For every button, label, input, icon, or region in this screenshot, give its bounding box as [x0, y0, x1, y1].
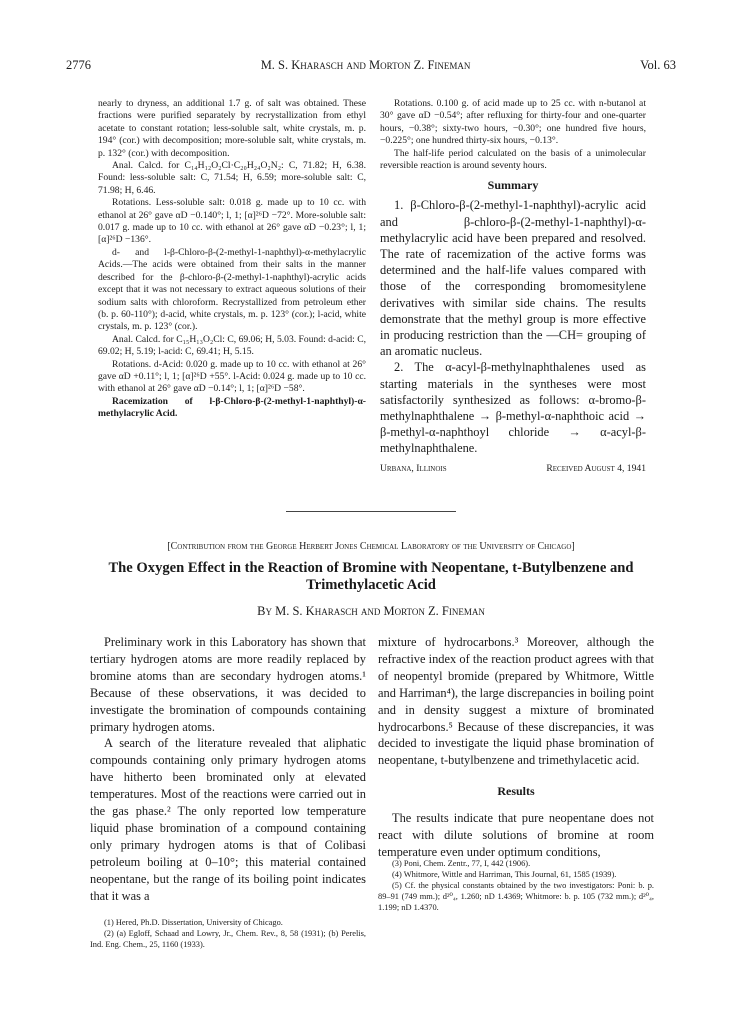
paragraph: d- and l-β-Chloro-β-(2-methyl-1-naphthyl)-α-methylacrylic Acids.—The acids were obtained from their salts in the manner described for the β-chloro-β-(2-methyl-1-naphthyl)-acrylic acids except that it was not necessary to extract aqueous solutions of their sodium salts with chloroform. Recrystallized from petroleum ether (b. p. 60-110°); d-acid, white crystals, m. p. 123° (cor.); l-acid, white crystals, m. p. 123° (cor.).: [98, 246, 366, 333]
footnote: (5) Cf. the physical constants obtained by the two investigators: Poni: b. p. 89–91 (749 mm.); d²⁰₄, 1.260; nD 1.4369; Whitmore: b. p. 105 (732 mm.); d²⁰₄, 1.199; nD 1.4370.: [378, 881, 654, 912]
paragraph: mixture of hydrocarbons.³ Moreover, although the refractive index of the reaction product agrees with that of neopentyl bromide (prepared by Whitmore, Wittle and Harriman⁴), the large discrepancies in boiling point and in density suggest a mixture of brominated hydrocarbons.⁵ Because of these discrepancies, it was decided to investigate the liquid phase bromination of neopentane, t-butylbenzene and trimethylacetic acid.: [378, 635, 654, 768]
byline: By M. S. Kharasch and Morton Z. Fineman: [257, 604, 485, 618]
article-title: The Oxygen Effect in the Reaction of Bromine with Neopentane, t-Butylbenzene and Trimethylacetic Acid: [108, 560, 634, 593]
running-authors: M. S. Kharasch and Morton Z. Fineman: [260, 58, 471, 72]
paragraph: Anal. Calcd. for C₁₅H₁₃O₂Cl: C, 69.06; H, 5.03. Found: d-acid: C, 69.02; H, 5.19; l-acid: C, 69.41; H, 5.15.: [98, 333, 366, 358]
top-right-column: [380, 98, 646, 474]
paragraph: A search of the literature revealed that aliphatic compounds containing only primary hydrogen atoms have hitherto been brominated only at elevated temperatures. Most of the reactions were carried out in the gas phase.² The only reported low temperature liquid phase bromination of a compound containing only primary hydrogen atoms is that of Colibasi petroleum boiling at 0–10°; this material contained neopentane, but the range of its boiling point indicates that it was a: [90, 736, 366, 903]
page-number: 2776: [66, 58, 91, 72]
divider-rule: [286, 511, 456, 512]
running-header: [66, 58, 676, 73]
paragraph: Rotations. Less-soluble salt: 0.018 g. made up to 10 cc. with ethanol at 26° gave αD −0.140°; l, 1; [α]²⁶D −72°. More-soluble salt: 0.017 g. made up to 10 cc. with ethanol at 26° gave αD −0.23°; l, 1; [α]²⁶D −136°.: [98, 197, 366, 246]
dateline: [380, 463, 646, 474]
paragraph: nearly to dryness, an additional 1.7 g. of salt was obtained. These fractions were purified separately by recrystallization from ethyl acetate to constant rotation; less-soluble salt, white crystals, m. p. 194° (cor.) with decomposition; more-soluble salt, white crystals, m. p. 132° (cor.) with decomposition.: [98, 98, 366, 159]
summary-item: 1. β-Chloro-β-(2-methyl-1-naphthyl)-acrylic acid and β-chloro-β-(2-methyl-1-naphthyl)-α-methylacrylic acid have been prepared and resolved. The rate of racemization of the active forms was determined and the half-life values compared with those of the corresponding bromomesitylene derivatives with similar side chains. The results demonstrate that the methyl group is more effective in producing restriction than the —CH= grouping of an aromatic nucleus.: [380, 198, 646, 359]
summary-item: 2. The α-acyl-β-methylnaphthalenes used as starting materials in the syntheses were most satisfactorily synthesized as follows: α-bromo-β-methylnaphthalene → β-methyl-α-naphthoic acid → β-methyl-α-naphthoyl chloride → α-acyl-β-methylnaphthalene.: [380, 360, 646, 456]
paragraph: Rotations. 0.100 g. of acid made up to 25 cc. with n-butanol at 30° gave αD −0.54°; after refluxing for thirty-four and one-quarter hours, −0.38°; sixty-two hours, −0.30°; one hundred five hours, −0.225°; one hundred thirty-six hours, −0.13°.: [380, 98, 646, 147]
place: Urbana, Illinois: [380, 462, 447, 474]
footnotes-left: [90, 917, 366, 950]
body-left-column: [90, 634, 366, 905]
top-left-column: [98, 98, 366, 421]
received-date: Received August 4, 1941: [546, 462, 646, 474]
volume: Vol. 63: [640, 58, 676, 72]
footnote: (1) Hered, Ph.D. Dissertation, University of Chicago.: [104, 918, 283, 927]
footnote: (3) Poni, Chem. Zentr., 77, I, 442 (1906).: [392, 859, 531, 868]
body-right-column: [378, 634, 654, 861]
results-heading: Results: [497, 784, 535, 799]
section-heading: Racemization of l-β-Chloro-β-(2-methyl-1-naphthyl)-α-methylacrylic Acid.: [98, 395, 366, 420]
footnote: (2) (a) Egloff, Schaad and Lowry, Jr., Chem. Rev., 8, 58 (1931); (b) Perelis, Ind. Eng. Chem., 25, 1160 (1933).: [90, 929, 366, 949]
summary-heading: Summary: [487, 178, 539, 193]
paragraph: The half-life period calculated on the basis of a unimolecular reversible reaction is around seventy hours.: [380, 147, 646, 172]
paragraph: The results indicate that pure neopentane does not react with dilute solutions of bromine at room temperature even under optimum conditions,: [378, 811, 654, 859]
paragraph: Preliminary work in this Laboratory has shown that tertiary hydrogen atoms are more readily replaced by bromine atoms than are secondary hydrogen atoms.¹ Because of these observations, it was decided to investigate the bromination of compounds containing primary hydrogen atoms.: [90, 635, 366, 734]
paragraph: Anal. Calcd. for C₁₄H₁₂O₂Cl·C₂₀H₂₄O₂N₂: C, 71.82; H, 6.38. Found: less-soluble salt: C, 71.54; H, 6.59; more-soluble salt: C, 71.98; H, 6.46.: [98, 160, 366, 196]
contribution-line: [Contribution from the George Herbert Jones Chemical Laboratory of the University of Chicago]: [167, 541, 575, 552]
paragraph: Rotations. d-Acid: 0.020 g. made up to 10 cc. with ethanol at 26° gave αD +0.11°; l, 1; [α]²⁶D +55°. l-Acid: 0.024 g. made up to 10 cc. with ethanol at 26° gave αD −0.14°; l, 1; [α]²⁶D −58°.: [98, 358, 366, 395]
footnotes-right: [378, 858, 654, 913]
footnote: (4) Whitmore, Wittle and Harriman, This Journal, 61, 1585 (1939).: [392, 870, 617, 879]
